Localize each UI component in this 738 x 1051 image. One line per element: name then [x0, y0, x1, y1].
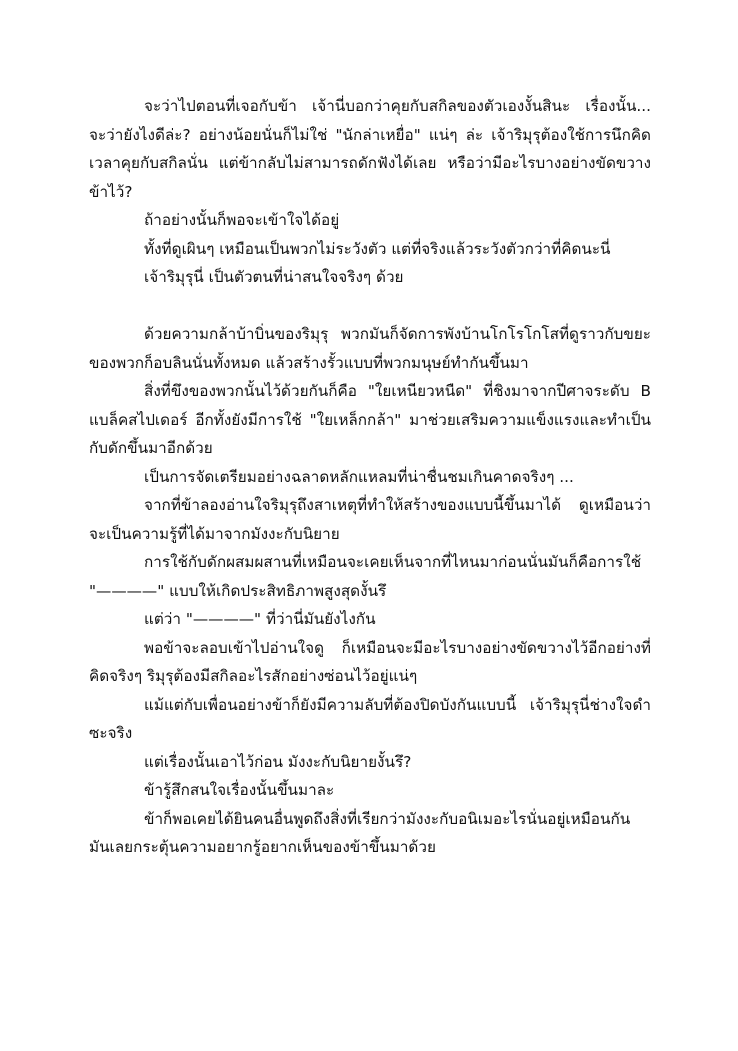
- paragraph: เป็นการจัดเตรียมอย่างฉลาดหลักแหลมที่น่าชื่นชมเกินคาดจริงๆ ...: [144, 467, 574, 486]
- paragraph: ถ้าอย่างนั้นก็พอจะเข้าใจได้อยู่: [144, 211, 340, 229]
- paragraph: เจ้าริมุรุนี่ เป็นตัวตนที่น่าสนใจจริงๆ ด้วย: [144, 268, 404, 286]
- blank-line: [89, 292, 651, 321]
- paragraph: การใช้กับดักผสมผสานที่เหมือนจะเคยเห็นจากที่ไหนมาก่อนนั่นมันก็คือการใช้ "————" แบบให้เกิดประสิทธิภาพสูงสุดงั้นรึ: [89, 553, 642, 600]
- paragraph: แต่ว่า "————" ที่ว่านี่มันยังไงกัน: [144, 610, 376, 628]
- paragraph: สิ่งที่ขึงของพวกนั้นไว้ด้วยกันก็คือ "ใยเหนียวหนืด" ที่ชิงมาจากปีศาจระดับ B แบล็คสไปเดอร์ อีกทั้งยังมีการใช้ "ใยเหล็กกล้า" มาช่วยเสริมความแข็งแรงและทำเป็นกับดักขึ้นมาอีกด้วย: [89, 382, 651, 457]
- paragraph: จะว่าไปตอนที่เจอกับข้า เจ้านี่บอกว่าคุยกับสกิลของตัวเองงั้นสินะ เรื่องนั้น... จะว่ายังไงดีล่ะ? อย่างน้อยนั่นก็ไม่ใช่ "นักล่าเหยื่อ" แน่ๆ ล่ะ เจ้าริมุรุต้องใช้การนึกคิดเวลาคุยกับสกิลนั่น แต่ข้ากลับไม่สามารถดักฟังได้เลย หรือว่ามีอะไรบางอย่างขัดขวางข้าไว้?: [89, 97, 651, 201]
- paragraph: แม้แต่กับเพื่อนอย่างข้าก็ยังมีความลับที่ต้องปิดบังกันแบบนี้ เจ้าริมุรุนี่ช่างใจดำซะจริง: [89, 695, 651, 742]
- paragraph: แต่เรื่องนั้นเอาไว้ก่อน มังงะกับนิยายงั้นรึ?: [144, 752, 412, 771]
- paragraph: ข้าก็พอเคยได้ยินคนอื่นพูดถึงสิ่งที่เรียกว่ามังงะกับอนิเมอะไรนั่นอยู่เหมือนกัน มันเลยกระตุ้นความอยากรู้อยากเห็นของข้าขึ้นมาด้วย: [89, 809, 631, 856]
- document-page: [89, 92, 651, 862]
- paragraph: ด้วยความกล้าบ้าบิ่นของริมุรุ พวกมันก็จัดการพังบ้านโกโรโกโสที่ดูราวกับขยะของพวกก็อบลินนั่นทั้งหมด แล้วสร้างรั้วแบบที่พวกมนุษย์ทำกันขึ้นมา: [89, 325, 651, 372]
- paragraph: พอข้าจะลอบเข้าไปอ่านใจดู ก็เหมือนจะมีอะไรบางอย่างขัดขวางไว้อีกอย่างที่คิดจริงๆ ริมุรุต้องมีสกิลอะไรสักอย่างซ่อนไว้อยู่แน่ๆ: [89, 638, 651, 685]
- paragraph: จากที่ข้าลองอ่านใจริมุรุถึงสาเหตุที่ทำให้สร้างของแบบนี้ขึ้นมาได้ ดูเหมือนว่าจะเป็นความรู้ที่ได้มาจากมังงะกับนิยาย: [89, 496, 651, 543]
- paragraph: ข้ารู้สึกสนใจเรื่องนั้นขึ้นมาละ: [144, 781, 335, 799]
- paragraph: ทั้งที่ดูเผินๆ เหมือนเป็นพวกไม่ระวังตัว แต่ที่จริงแล้วระวังตัวกว่าที่คิดนะนี่: [144, 239, 611, 258]
